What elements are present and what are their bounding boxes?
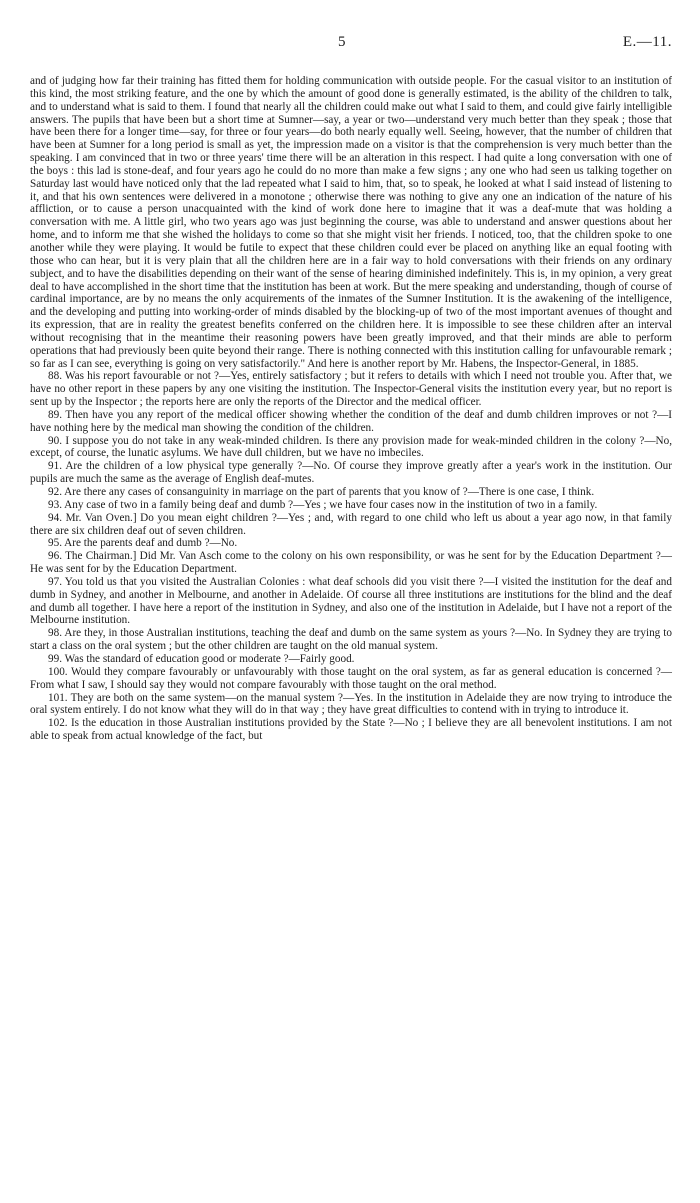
question-99: 99. Was the standard of education good or moderate ?—Fairly good. xyxy=(48,652,355,665)
question-95: 95. Are the parents deaf and dumb ?—No. xyxy=(48,537,238,550)
question-98: 98. Are they, in those Australian institutions, teaching the deaf and dumb on the same system as yours ?—No. In Sydney they are trying to start a class on the oral system ; but the other children are taught on the old manual system. xyxy=(30,627,672,653)
question-100: 100. Would they compare favourably or unfavourably with those taught on the oral system, as far as general education is concerned ?—From what I saw, I should say they would not compare favourably with those taught on the oral method. xyxy=(30,665,672,691)
question-90: 90. I suppose you do not take in any weak-minded children. Is there any provision made for weak-minded children in the colony ?—No, except, of course, the lunatic asylums. We have dull children, but we have no imbeciles. xyxy=(30,434,672,460)
question-89: 89. Then have you any report of the medical officer showing whether the condition of the deaf and dumb children improves or not ?—I have nothing here by the medical man showing the condition of the children. xyxy=(30,408,672,434)
question-97: 97. You told us that you visited the Australian Colonies : what deaf schools did you visit there ?—I visited the institution for the deaf and dumb in Sydney, and another in Melbourne, and another in Adelaide. Of course all three institutions are institutions for the blind and the deaf and dumb all together. I have here a report of the institution in Sydney, and also one of the institution in Adelaide, but I have not a report of the Melbourne institution. xyxy=(30,575,672,627)
question-88: 88. Was his report favourable or not ?—Yes, entirely satisfactory ; but it refers to details with which I need not trouble you. After that, we have no other report in these papers by any one visiting the institution. The Inspector-General visits the institution every year, but no report is sent up by the Inspector ; the reports here are only the reports of the Director and the medical officer. xyxy=(30,370,672,409)
page-header xyxy=(30,36,672,66)
question-102: 102. Is the education in those Australian institutions provided by the State ?—No ; I believe they are all benevolent institutions. I am not able to speak from actual knowledge of the fact, but xyxy=(30,717,672,743)
page-number: 5 xyxy=(338,34,346,50)
question-91: 91. Are the children of a low physical type generally ?—No. Of course they improve greatly after a year's work in the institution. Our pupils are much the same as the average of English deaf-mutes. xyxy=(30,460,672,486)
question-93: 93. Any case of two in a family being deaf and dumb ?—Yes ; we have four cases now in the institution of two in a family. xyxy=(48,498,598,511)
document-reference: E.—11. xyxy=(622,34,672,50)
question-101: 101. They are both on the same system—on the manual system ?—Yes. In the institution in Adelaide they are now trying to introduce the oral system entirely. I do not know what they will do in that way ; they have great difficulties to contend with in trying to introduce it. xyxy=(30,691,672,717)
paragraph-continuation: and of judging how far their training has fitted them for holding communication with outside people. For the casual visitor to an institution of this kind, the most striking feature, and the one by which the amount of good done is generally estimated, is the ability of the children to talk, and to understand what is said to them. I found that nearly all the children could make out what I said to them, and could give fairly intelligible answers. The pupils that have been but a short time at Sumner—say, a year or two—understand very much better than they speak ; those that have been there for a longer time—say, for three or four years—do both nearly equally well. Seeing, however, that the number of children that have been at Sumner for a long period is small as yet, the impression made on a visitor is that the comprehension is very much better than the speaking. I am convinced that in two or three years' time there will be an alteration in this respect. I had quite a long conversation with one of the boys : this lad is stone-deaf, and four years ago he could do no more than make a few signs ; any one who had seen us talking together on Saturday last would have noticed only that the lad repeated what I said to him, that, so to speak, he looked at what I said instead of listening to it, and that his own sentences were delivered in a monotone ; otherwise there was nothing to give any one an indication of the nature of his affliction, or to cause a person unacquainted with the kind of work done here to imagine that it was a deaf-mute that was holding a conversation with me. A little girl, who two years ago was just beginning the course, was able to understand and answer questions about her home, and to inform me that she wished the holidays to come so that she might visit her friends. I noticed, too, that the children spoke to one another while they were playing. It would be futile to expect that these children could ever be placed on anything like an equal footing with those who can hear, but it is very plain that all the children here are in a fair way to hold conversations with their friends on any ordinary subject, and to have the disabilities depending on their want of the sense of hearing diminished indefinitely. This is, in my opinion, a very great deal to have accomplished in the short time that the institution has been at work. But the mere speaking and understanding, though of course of cardinal importance, are by no means the only acquirements of the inmates of the Sumner Institution. It is the awakening of the intelligence, and the developing and putting into working-order of minds disabled by the blocking-up of two of the most important avenues of thought and its expression, that are in reality the greatest benefits conferred on the children here. It is impossible to see these children after an interval without recognising that in the meantime their reasoning powers have been greatly improved, and that their minds are able to perform operations that had previously been quite beyond their range. There is nothing connected with this institution calling for unfavourable remark ; so far as I can see, everything is going on very satisfactorily." And here is another report by Mr. Habens, the Inspector-General, in 1885. xyxy=(30,75,672,370)
question-96: 96. The Chairman.] Did Mr. Van Asch come to the colony on his own responsibility, or was he sent for by the Education Department ?—He was sent for by the Education Department. xyxy=(30,550,672,576)
question-92: 92. Are there any cases of consanguinity in marriage on the part of parents that you know of ?—There is one case, I think. xyxy=(48,486,595,498)
body-text xyxy=(30,75,672,743)
question-94: 94. Mr. Van Oven.] Do you mean eight children ?—Yes ; and, with regard to one child who left us about a year ago now, in that family there are six children deaf out of seven children. xyxy=(30,511,672,537)
